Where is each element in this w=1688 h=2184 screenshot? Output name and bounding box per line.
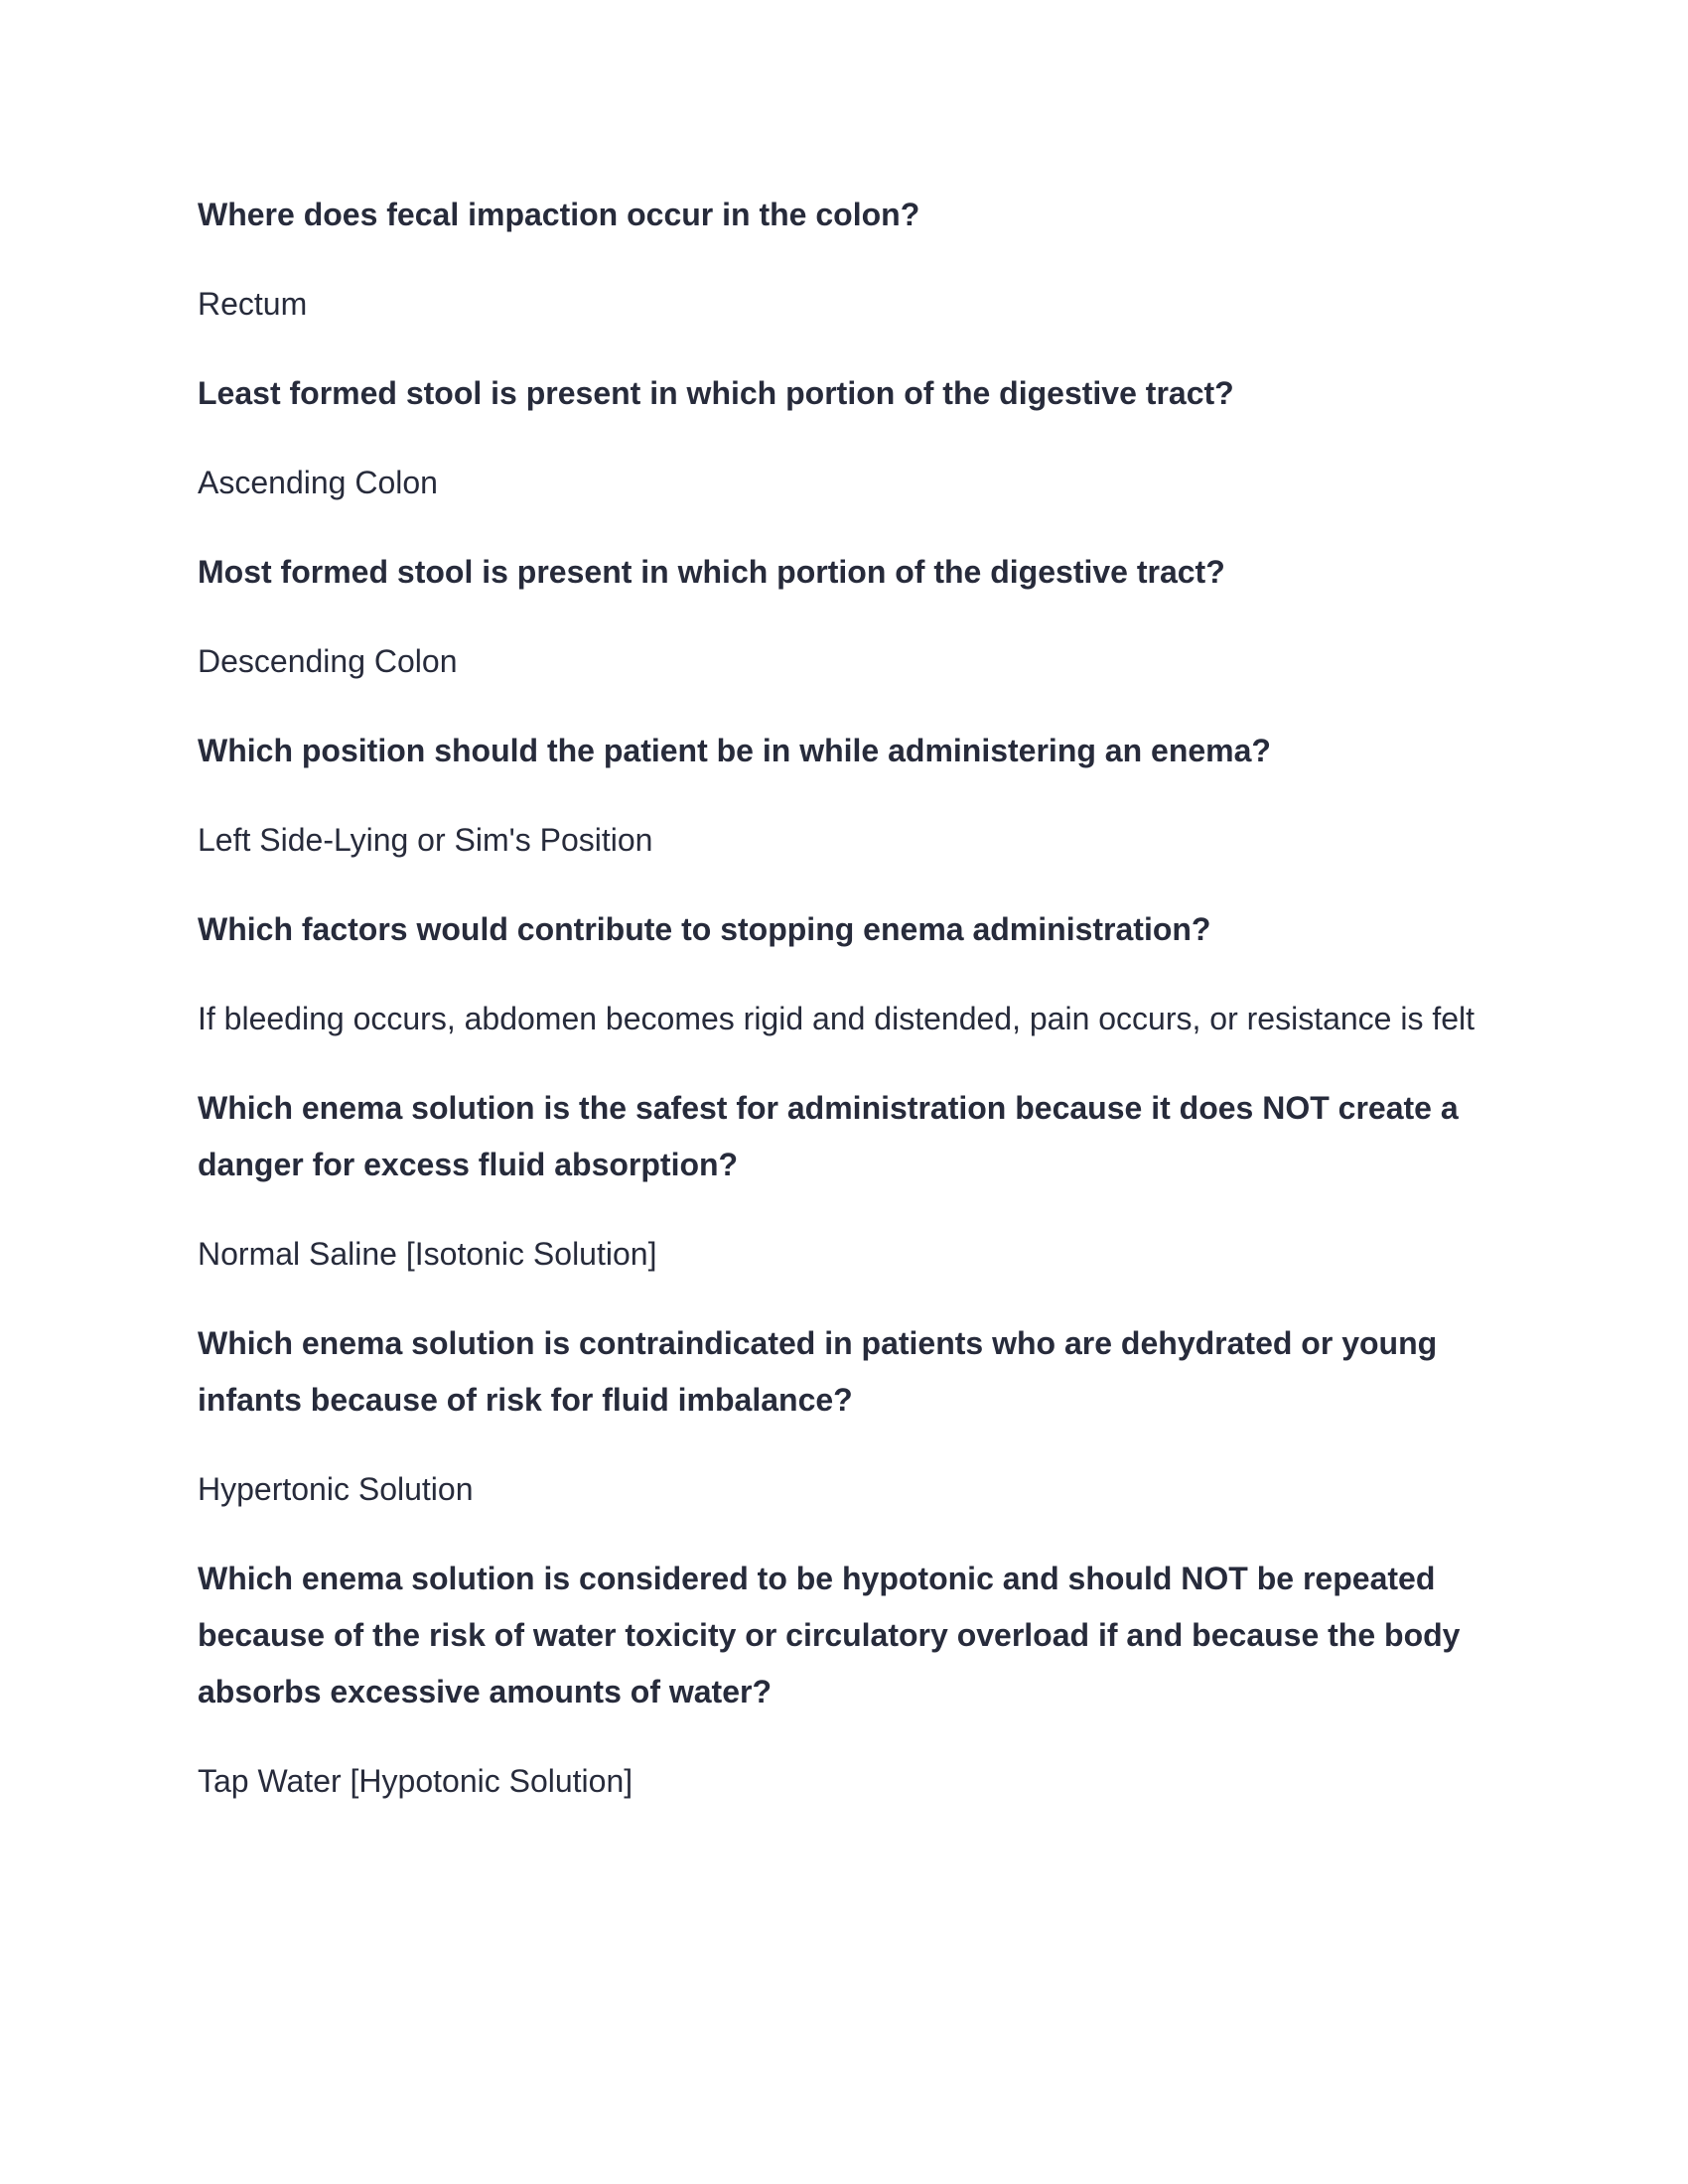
answer-text: Normal Saline [Isotonic Solution] [198, 1236, 657, 1272]
qa-item [198, 1080, 1493, 1283]
question-text: Which enema solution is the safest for administration because it does NOT create a danger for excess fluid absorption? [198, 1090, 1459, 1182]
qa-item [198, 1315, 1493, 1518]
answer-text: Left Side-Lying or Sim's Position [198, 822, 653, 858]
question-text: Where does fecal impaction occur in the colon? [198, 197, 920, 232]
question-text: Which factors would contribute to stopping enema administration? [198, 911, 1211, 947]
qa-item [198, 187, 1493, 333]
document-page [198, 187, 1493, 1843]
question-text: Which position should the patient be in while administering an enema? [198, 733, 1271, 768]
question-text: Which enema solution is considered to be hypotonic and should NOT be repeated because of the risk of water toxicity or circulatory overload if and because the body absorbs excessive amounts of water? [198, 1561, 1461, 1709]
answer-text: Hypertonic Solution [198, 1471, 474, 1507]
answer-text: If bleeding occurs, abdomen becomes rigid and distended, pain occurs, or resistance is felt [198, 1001, 1476, 1036]
question-text: Which enema solution is contraindicated in patients who are dehydrated or young infants because of risk for fluid imbalance? [198, 1325, 1438, 1418]
answer-text: Ascending Colon [198, 465, 438, 500]
qa-item [198, 544, 1493, 690]
question-text: Least formed stool is present in which portion of the digestive tract? [198, 375, 1234, 411]
answer-text: Tap Water [Hypotonic Solution] [198, 1763, 633, 1799]
answer-text: Rectum [198, 286, 308, 322]
answer-text: Descending Colon [198, 643, 458, 679]
question-text: Most formed stool is present in which portion of the digestive tract? [198, 554, 1225, 590]
qa-item [198, 901, 1493, 1047]
qa-item [198, 365, 1493, 511]
qa-item [198, 1551, 1493, 1810]
qa-item [198, 723, 1493, 869]
